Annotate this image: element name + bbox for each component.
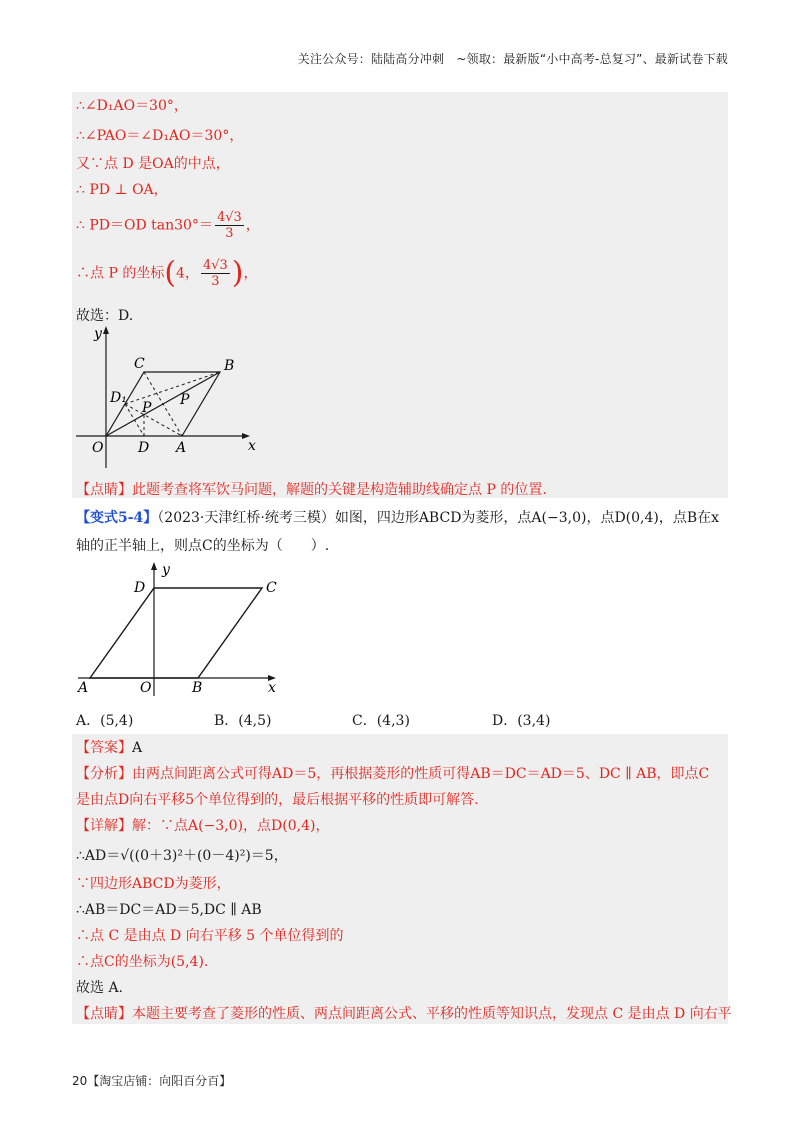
label-x: x	[268, 680, 276, 696]
figure-2-rhombus	[72, 560, 292, 700]
left-paren: (	[164, 255, 177, 291]
detail-line-5: ∴点 C 是由点 D 向右平移 5 个单位得到的	[76, 928, 344, 944]
rhombus-abcd	[90, 588, 262, 678]
figure-1-geometry	[72, 322, 272, 472]
comment-1	[76, 480, 547, 500]
label-c: C	[134, 356, 145, 372]
answer-text: A	[132, 740, 143, 756]
fraction-denominator: 3	[225, 226, 234, 241]
solution-line-6-prefix: ∴点 P 的坐标	[76, 265, 165, 282]
solution-line-4: ∴ PD ⊥ OA，	[76, 182, 168, 198]
comment-2-text: 本题主要考查了菱形的性质、两点间距离公式、平移的性质等知识点，发现点 C 是由点 D 向右平	[132, 1006, 732, 1022]
label-p2: P	[180, 392, 190, 408]
fraction-numerator: 4√3	[202, 258, 228, 273]
solution-line-2: ∴∠PAO＝∠D₁AO＝30°，	[76, 128, 244, 144]
label-d1: D₁	[110, 390, 127, 406]
analysis-line-1	[76, 764, 709, 784]
label-p1: P	[142, 400, 152, 416]
fraction-4root3-over-3	[215, 210, 244, 241]
choice-a: A．(5,4)	[76, 713, 134, 729]
right-paren: )	[231, 255, 244, 291]
solution-line-5-suffix: ，	[245, 217, 260, 234]
label-c: C	[266, 580, 277, 596]
solution-line-6-suffix: ，	[243, 265, 258, 282]
problem-line-1	[76, 508, 719, 528]
solution-line-7: 故选：D.	[76, 308, 134, 324]
label-a: A	[176, 440, 187, 456]
y-axis-arrow	[151, 562, 157, 570]
fraction-denominator: 3	[211, 274, 220, 289]
solution-line-5	[76, 210, 260, 241]
fraction-numerator: 4√3	[216, 210, 242, 225]
y-axis-arrow	[103, 326, 109, 334]
detail-line-4: ∴AB＝DC＝AD＝5,DC ∥ AB	[76, 902, 262, 918]
label-a: A	[78, 680, 89, 696]
detail-text-1: 解：∵点A(−3,0)，点D(0,4)，	[132, 818, 330, 834]
analysis-text-1: 由两点间距离公式可得AD＝5，再根据菱形的性质可得AB＝DC＝AD＝5、DC ∥ AB，即点C	[132, 766, 710, 782]
solution-line-5-prefix: ∴ PD＝OD tan30°＝	[76, 217, 213, 234]
solution-line-1: ∴∠D₁AO＝30°，	[76, 98, 188, 114]
detail-line-2: ∴AD＝√((0＋3)²＋(0－4)²)＝5，	[76, 848, 288, 864]
detail-line-1	[76, 816, 329, 836]
problem-line-2: 轴的正半轴上，则点C的坐标为（ ）.	[76, 538, 330, 554]
comment-2	[76, 1004, 732, 1024]
analysis-line-2: 是由点D向右平移5个单位得到的，最后根据平移的性质即可解答.	[76, 792, 479, 808]
problem-text-1: （2023·天津红桥·统考三模）如图，四边形ABCD为菱形，点A(−3,0)，点D(0,4)，点B在x	[157, 510, 720, 526]
label-y: y	[162, 562, 170, 578]
detail-line-3: ∵四边形ABCD为菱形，	[76, 876, 231, 892]
answer-tag: 【答案】	[76, 740, 132, 756]
label-o: O	[140, 680, 152, 696]
label-x: x	[248, 438, 256, 454]
coordinate-y-fraction	[201, 258, 230, 289]
page-footer: 20【淘宝店铺：向阳百分百】	[72, 1074, 232, 1088]
solution-line-6	[76, 255, 258, 291]
label-b: B	[224, 358, 235, 374]
choice-d: D．(3,4)	[492, 713, 551, 729]
label-b: B	[192, 680, 203, 696]
solution-line-3: 又∵点 D 是OA的中点，	[76, 156, 230, 172]
page-header: 关注公众号：陆陆高分冲刺 ~领取：最新版“小中高考-总复习”、最新试卷下载	[297, 52, 728, 66]
choice-b: B．(4,5)	[214, 713, 272, 729]
comment-2-tag: 【点睛】	[76, 1006, 132, 1022]
label-d: D	[134, 580, 146, 596]
detail-line-7: 故选 A.	[76, 980, 124, 996]
detail-line-6: ∴点C的坐标为(5,4).	[76, 954, 209, 970]
comment-1-tag: 【点睛】	[76, 482, 132, 498]
label-o: O	[92, 440, 104, 456]
problem-tag: 【变式5-4】	[76, 510, 158, 526]
detail-tag: 【详解】	[76, 818, 132, 834]
choice-c: C．(4,3)	[352, 713, 410, 729]
label-y: y	[94, 326, 102, 342]
coordinate-x: 4，	[176, 265, 199, 282]
analysis-tag: 【分析】	[76, 766, 132, 782]
label-d: D	[138, 440, 150, 456]
answer-line	[76, 738, 142, 758]
comment-1-text: 此题考查将军饮马问题，解题的关键是构造辅助线确定点 P 的位置.	[132, 482, 547, 498]
